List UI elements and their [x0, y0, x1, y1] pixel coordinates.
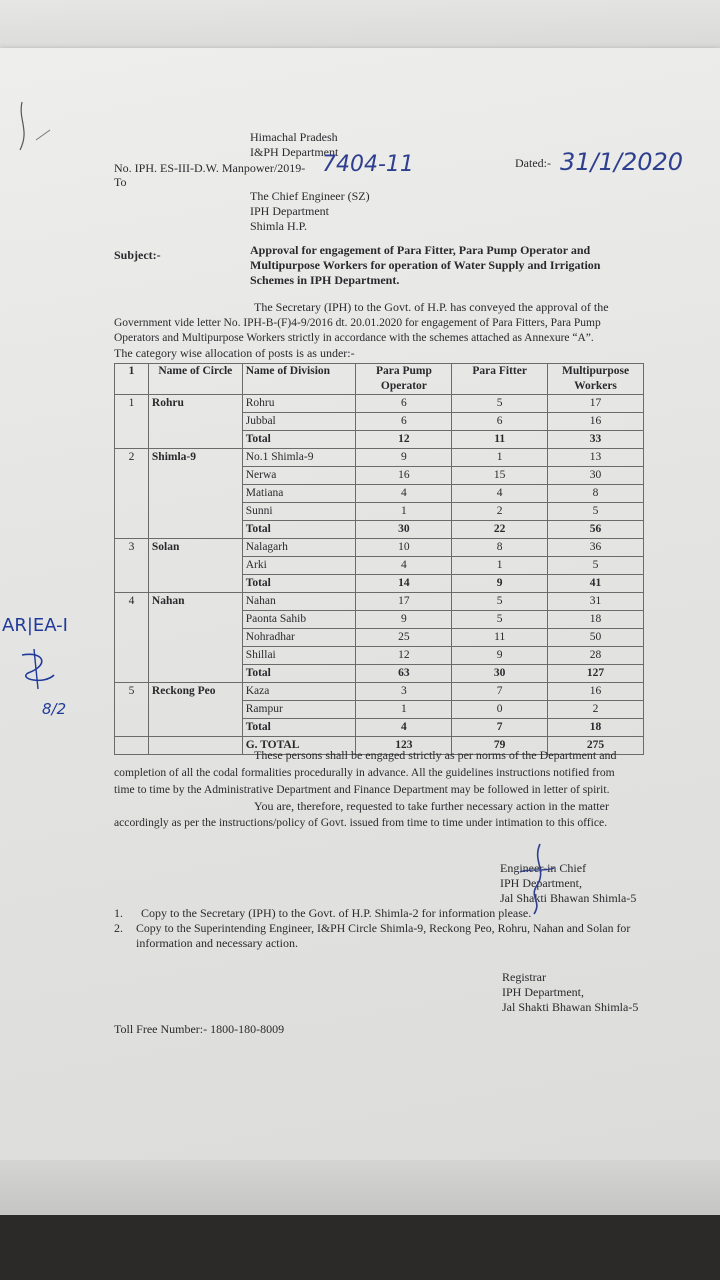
- addressee-line-1: The Chief Engineer (SZ): [250, 189, 370, 203]
- body-line-5: accordingly as per the instructions/policy of Govt. issued from time to time under intimation to this office.: [114, 816, 608, 829]
- col-header-circle: Name of Circle: [148, 364, 242, 395]
- division-cell: No.1 Shimla-9: [242, 449, 356, 467]
- signatory-1-address: Jal Shakti Bhawan Shimla-5: [500, 891, 637, 905]
- copy-2-no: 2.: [114, 921, 123, 935]
- allocation-table: [114, 363, 644, 755]
- addressee-line-2: IPH Department: [250, 204, 329, 218]
- circle-name-cell: [148, 629, 242, 647]
- mpw-cell: 16: [548, 413, 644, 431]
- pf-cell: 15: [452, 467, 548, 485]
- circle-number-cell: [115, 629, 149, 647]
- circle-number-cell: [115, 701, 149, 719]
- ppo-cell: 12: [356, 647, 452, 665]
- ppo-cell: 4: [356, 485, 452, 503]
- signatory-2-dept: IPH Department,: [502, 985, 584, 999]
- grand-total-blank: [148, 737, 242, 755]
- pf-cell: 5: [452, 611, 548, 629]
- pf-cell: 22: [452, 521, 548, 539]
- pf-cell: 7: [452, 683, 548, 701]
- body-line-1: These persons shall be engaged strictly as per norms of the Department and: [254, 748, 617, 762]
- table-row: [115, 413, 644, 431]
- grand-total-mpw: 275: [548, 737, 644, 755]
- subject-label: Subject:-: [114, 248, 161, 262]
- circle-number-cell: 5: [115, 683, 149, 701]
- circle-name-cell: [148, 413, 242, 431]
- pf-cell: 5: [452, 593, 548, 611]
- punch-mark: [16, 100, 56, 160]
- intro-line-4: The category wise allocation of posts is as under:-: [114, 346, 355, 360]
- circle-name-cell: [148, 611, 242, 629]
- pf-cell: 1: [452, 449, 548, 467]
- division-cell: Jubbal: [242, 413, 356, 431]
- table-surface: [0, 1215, 720, 1280]
- pf-cell: 30: [452, 665, 548, 683]
- grand-total-pf: 79: [452, 737, 548, 755]
- division-cell: Kaza: [242, 683, 356, 701]
- circle-name-cell: [148, 467, 242, 485]
- division-cell: Nahan: [242, 593, 356, 611]
- ppo-cell: 1: [356, 701, 452, 719]
- copy-2-text-cont: information and necessary action.: [136, 936, 298, 950]
- grand-total-blank: [115, 737, 149, 755]
- subject-line-2: Multipurpose Workers for operation of Water Supply and Irrigation: [250, 258, 601, 272]
- pf-cell: 6: [452, 413, 548, 431]
- ppo-cell: 63: [356, 665, 452, 683]
- table-row: [115, 521, 644, 539]
- table-row: [115, 629, 644, 647]
- circle-number-cell: [115, 557, 149, 575]
- margin-note: AR|EA-I: [2, 615, 68, 636]
- circle-number-cell: [115, 521, 149, 539]
- date-handwritten: 31/1/2020: [560, 148, 684, 176]
- table-row: [115, 611, 644, 629]
- circle-number-cell: 4: [115, 593, 149, 611]
- circle-name-cell: Shimla-9: [148, 449, 242, 467]
- table-row: [115, 593, 644, 611]
- circle-number-cell: [115, 431, 149, 449]
- table-row: [115, 719, 644, 737]
- mpw-cell: 50: [548, 629, 644, 647]
- mpw-cell: 28: [548, 647, 644, 665]
- division-cell: Paonta Sahib: [242, 611, 356, 629]
- ppo-cell: 12: [356, 431, 452, 449]
- division-cell: Total: [242, 575, 356, 593]
- pf-cell: 4: [452, 485, 548, 503]
- circle-number-cell: 3: [115, 539, 149, 557]
- ppo-cell: 30: [356, 521, 452, 539]
- ppo-cell: 6: [356, 413, 452, 431]
- ppo-cell: 6: [356, 395, 452, 413]
- mpw-cell: 17: [548, 395, 644, 413]
- reference-handwritten: 7404-11: [322, 152, 414, 177]
- ppo-cell: 9: [356, 449, 452, 467]
- table-row: [115, 683, 644, 701]
- pf-cell: 1: [452, 557, 548, 575]
- circle-number-cell: [115, 503, 149, 521]
- mpw-cell: 30: [548, 467, 644, 485]
- reference-number: No. IPH. ES-III-D.W. Manpower/2019-: [114, 161, 306, 175]
- pf-cell: 11: [452, 629, 548, 647]
- ppo-cell: 14: [356, 575, 452, 593]
- subject-line-3: Schemes in IPH Department.: [250, 273, 400, 287]
- dated-label: Dated:-: [515, 156, 551, 170]
- division-cell: Total: [242, 719, 356, 737]
- pf-cell: 8: [452, 539, 548, 557]
- to-label: To: [114, 175, 127, 189]
- intro-line-2: Government vide letter No. IPH-B-(F)4-9/2016 dt. 20.01.2020 for engagement of Para Fitters, Para Pump: [114, 317, 601, 329]
- ppo-cell: 4: [356, 719, 452, 737]
- mpw-cell: 16: [548, 683, 644, 701]
- circle-name-cell: Solan: [148, 539, 242, 557]
- mpw-cell: 18: [548, 611, 644, 629]
- body-line-3: time to time by the Administrative Department and Finance Department may be followed in letter of spirit.: [114, 783, 610, 796]
- circle-name-cell: [148, 521, 242, 539]
- table-row: [115, 665, 644, 683]
- pf-cell: 7: [452, 719, 548, 737]
- circle-name-cell: [148, 701, 242, 719]
- col-header-ppo: Para Pump Operator: [356, 364, 452, 395]
- circle-number-cell: 2: [115, 449, 149, 467]
- circle-name-cell: [148, 503, 242, 521]
- division-cell: Total: [242, 431, 356, 449]
- margin-initials-mark: [14, 645, 64, 695]
- circle-number-cell: [115, 611, 149, 629]
- division-cell: Matiana: [242, 485, 356, 503]
- intro-line-1: The Secretary (IPH) to the Govt. of H.P. has conveyed the approval of the: [254, 300, 609, 314]
- circle-name-cell: Nahan: [148, 593, 242, 611]
- table-row: [115, 467, 644, 485]
- division-cell: Nohradhar: [242, 629, 356, 647]
- margin-date: 8/2: [42, 700, 67, 718]
- ppo-cell: 25: [356, 629, 452, 647]
- pf-cell: 2: [452, 503, 548, 521]
- circle-number-cell: [115, 575, 149, 593]
- circle-number-cell: [115, 413, 149, 431]
- grand-total-ppo: 123: [356, 737, 452, 755]
- table-header-row: [115, 364, 644, 395]
- copy-2-text: Copy to the Superintending Engineer, I&PH Circle Shimla-9, Reckong Peo, Rohru, Nahan and Solan for: [136, 921, 631, 935]
- body-line-4: You are, therefore, requested to take further necessary action in the matter: [254, 799, 609, 813]
- circle-number-cell: [115, 665, 149, 683]
- circle-name-cell: [148, 557, 242, 575]
- toll-free-number: Toll Free Number:- 1800-180-8009: [114, 1022, 285, 1036]
- division-cell: Total: [242, 665, 356, 683]
- mpw-cell: 5: [548, 557, 644, 575]
- division-cell: Arki: [242, 557, 356, 575]
- header-state: Himachal Pradesh: [250, 130, 338, 144]
- table-row: [115, 575, 644, 593]
- mpw-cell: 36: [548, 539, 644, 557]
- circle-number-cell: [115, 485, 149, 503]
- mpw-cell: 56: [548, 521, 644, 539]
- copy-1-text: Copy to the Secretary (IPH) to the Govt. of H.P. Shimla-2 for information please.: [141, 906, 532, 920]
- table-row: [115, 431, 644, 449]
- ppo-cell: 16: [356, 467, 452, 485]
- ppo-cell: 10: [356, 539, 452, 557]
- table-row: [115, 503, 644, 521]
- intro-line-3: Operators and Multipurpose Workers strictly in accordance with the schemes attached as Annexure “A”.: [114, 332, 594, 344]
- grand-total-label: G. TOTAL: [242, 737, 356, 755]
- division-cell: Rampur: [242, 701, 356, 719]
- mpw-cell: 33: [548, 431, 644, 449]
- division-cell: Rohru: [242, 395, 356, 413]
- mpw-cell: 127: [548, 665, 644, 683]
- signatory-1-dept: IPH Department,: [500, 876, 582, 890]
- ppo-cell: 3: [356, 683, 452, 701]
- ppo-cell: 4: [356, 557, 452, 575]
- ppo-cell: 9: [356, 611, 452, 629]
- table-row: [115, 539, 644, 557]
- addressee-line-3: Shimla H.P.: [250, 219, 308, 233]
- col-header-pf: Para Fitter: [452, 364, 548, 395]
- signatory-2-title: Registrar: [502, 970, 546, 984]
- table-row: [115, 647, 644, 665]
- circle-name-cell: [148, 719, 242, 737]
- mpw-cell: 41: [548, 575, 644, 593]
- circle-number-cell: 1: [115, 395, 149, 413]
- division-cell: Nalagarh: [242, 539, 356, 557]
- division-cell: Nerwa: [242, 467, 356, 485]
- table-row: [115, 395, 644, 413]
- circle-name-cell: [148, 431, 242, 449]
- lower-sheet: [0, 1160, 720, 1220]
- pf-cell: 9: [452, 647, 548, 665]
- division-cell: Total: [242, 521, 356, 539]
- table-row: [115, 485, 644, 503]
- mpw-cell: 5: [548, 503, 644, 521]
- circle-name-cell: [148, 647, 242, 665]
- col-header-mpw: Multipurpose Workers: [548, 364, 644, 395]
- division-cell: Sunni: [242, 503, 356, 521]
- copy-1-no: 1.: [114, 906, 123, 920]
- mpw-cell: 13: [548, 449, 644, 467]
- signatory-1-title: Engineer-in Chief: [500, 861, 587, 875]
- table-body: [115, 395, 644, 755]
- table-row: [115, 557, 644, 575]
- pf-cell: 0: [452, 701, 548, 719]
- table-row: [115, 701, 644, 719]
- division-cell: Shillai: [242, 647, 356, 665]
- circle-name-cell: [148, 575, 242, 593]
- circle-name-cell: Reckong Peo: [148, 683, 242, 701]
- ppo-cell: 1: [356, 503, 452, 521]
- circle-number-cell: [115, 719, 149, 737]
- body-line-2: completion of all the codal formalities procedurally in advance. All the guidelines instructions notified from: [114, 766, 615, 779]
- subject-line-1: Approval for engagement of Para Fitter, Para Pump Operator and: [250, 243, 591, 257]
- col-header-no: 1: [115, 364, 149, 395]
- col-header-division: Name of Division: [242, 364, 356, 395]
- signatory-2-address: Jal Shakti Bhawan Shimla-5: [502, 1000, 639, 1014]
- circle-name-cell: Rohru: [148, 395, 242, 413]
- mpw-cell: 18: [548, 719, 644, 737]
- circle-name-cell: [148, 485, 242, 503]
- ppo-cell: 17: [356, 593, 452, 611]
- pf-cell: 9: [452, 575, 548, 593]
- circle-number-cell: [115, 467, 149, 485]
- circle-name-cell: [148, 665, 242, 683]
- pf-cell: 11: [452, 431, 548, 449]
- header-dept: I&PH Department: [250, 145, 339, 159]
- circle-number-cell: [115, 647, 149, 665]
- mpw-cell: 31: [548, 593, 644, 611]
- mpw-cell: 2: [548, 701, 644, 719]
- mpw-cell: 8: [548, 485, 644, 503]
- table-row: [115, 449, 644, 467]
- pf-cell: 5: [452, 395, 548, 413]
